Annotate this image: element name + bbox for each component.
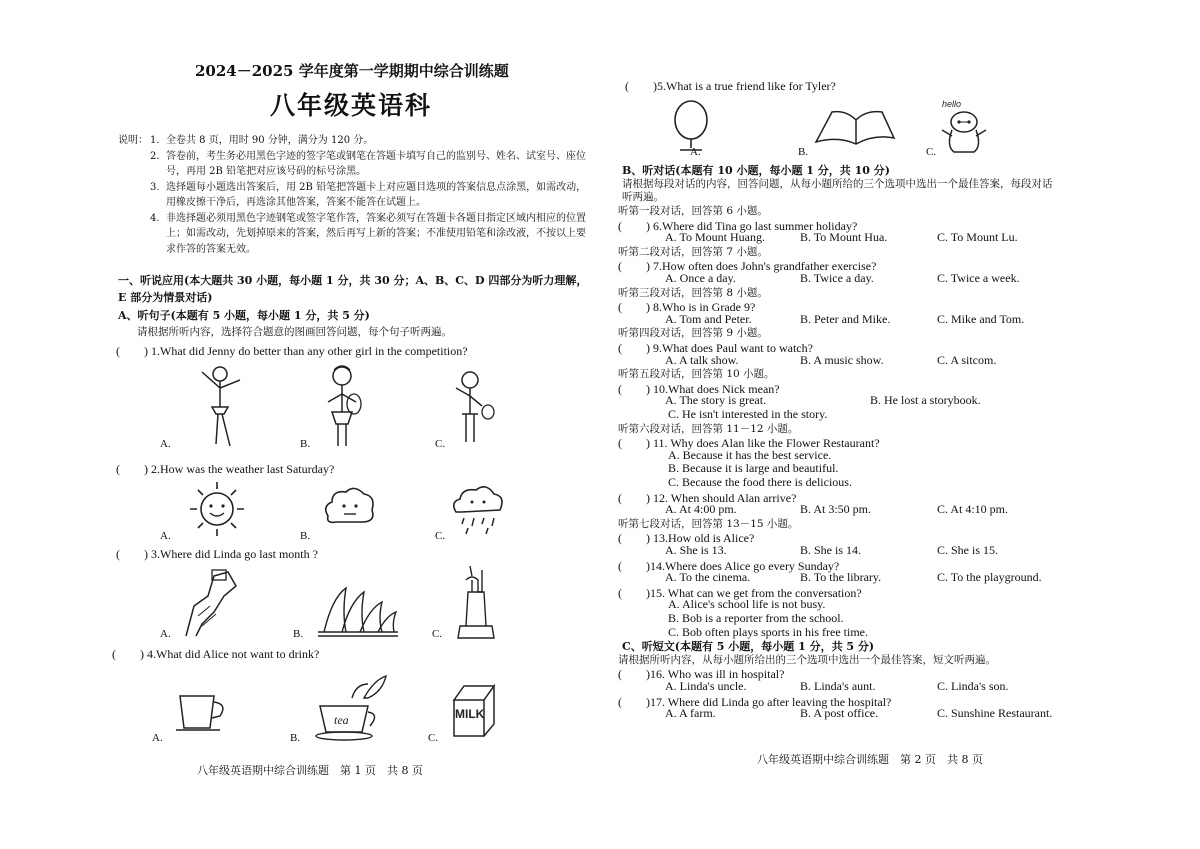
page-footer-2: 八年级英语期中综合训练题 第 2 页 共 8 页 [757,753,983,766]
answer-option-c[interactable]: C. A sitcom. [937,352,997,367]
question-4: ( ) 4.What did Alice not want to drink? [112,647,320,661]
option-label: A. [160,530,171,542]
answer-option-c[interactable]: C. To the playground. [937,570,1042,585]
question: ( )16. Who was ill in hospital? [618,667,785,682]
open-book-picture[interactable] [812,106,898,150]
question-3: ( ) 3.Where did Linda go last month ? [116,547,318,561]
option-label: B. [300,438,311,450]
rain-cloud-icon[interactable] [446,482,508,538]
answer-option-c[interactable]: C. Twice a week. [937,271,1020,285]
option-label: C. [926,146,937,158]
answer-option-b[interactable]: B. A music show. [800,352,884,367]
exam-subject: 八年级英语科 [270,91,433,120]
option-label: A. [160,438,171,450]
dialogue-heading: 听第七段对话，回答第 13－15 小题。 [618,517,799,530]
option-label: C. [432,628,443,640]
windy-cloud-icon[interactable] [318,482,380,534]
question: ( ) 7.How often does John's grandfather exercise? [618,259,877,274]
question: ( ) 10.What does Nick mean? [618,381,780,396]
coffee-cup-picture[interactable] [174,680,234,738]
answer-option-c[interactable]: C. At 4:10 pm. [937,502,1009,517]
question: ( ) 11. Why does Alan like the Flower Restaurant? [618,436,880,451]
answer-option-a[interactable]: A. The story is great. [665,393,767,408]
answer-option-c[interactable]: C. Mike and Tom. [937,311,1025,326]
answer-option-a[interactable]: A. Linda's uncle. [665,679,747,693]
option-label: B. [293,628,304,640]
ballet-dancer-picture[interactable] [190,362,250,450]
answer-option[interactable]: B. Bob is a reporter from the school. [668,611,844,625]
option-label: C. [435,438,446,450]
robot-picture[interactable] [936,96,998,158]
instructions-label: 说明： [118,135,148,146]
tea-label: tea [334,713,349,727]
answer-option-b[interactable]: B. Twice a day. [800,271,874,285]
sun-icon[interactable] [186,478,248,540]
answer-option-a[interactable]: A. A farm. [665,706,716,721]
question: ( ) 6.Where did Tina go last summer holiday? [618,218,858,233]
answer-option-b[interactable]: B. Linda's aunt. [800,679,876,693]
milk-carton-picture[interactable] [444,680,506,740]
dialogue-heading: 听第五段对话，回答第 10 小题。 [618,368,775,381]
answer-option-b[interactable]: B. To Mount Hua. [800,230,888,245]
answer-option-b[interactable]: B. Peter and Mike. [800,311,891,326]
question-1: ( ) 1.What did Jenny do better than any other girl in the competition? [116,344,468,358]
question: ( ) 12. When should Alan arrive? [618,490,797,505]
answer-option-b[interactable]: B. To the library. [800,570,882,585]
answer-option-a[interactable]: A. Once a day. [665,271,736,285]
option-label: A. [690,146,701,158]
option-label: B. [300,530,311,542]
tea-cup-picture[interactable] [312,668,392,742]
answer-option-b[interactable]: B. A post office. [800,706,879,721]
answer-option[interactable]: C. He isn't interested in the story. [668,407,828,421]
answer-option-b[interactable]: B. He lost a storybook. [870,393,981,408]
option-label: B. [290,732,301,744]
dialogue-heading: 听第六段对话，回答第 11－12 小题。 [618,422,799,435]
section-b-instructions-cont: 听两遍。 [622,191,664,203]
exam-title: 2024－2025 学年度第一学期期中综合训练题 [195,62,509,80]
answer-option[interactable]: C. Because the food there is delicious. [668,475,852,489]
question: ( )17. Where did Linda go after leaving the hospital? [618,694,892,709]
section-c-heading: C、听短文(本题有 5 小题，每小题 1 分，共 5 分) [622,640,875,654]
question: ( ) 9.What does Paul want to watch? [618,341,813,355]
section-b-instructions: 请根据每段对话的内容，回答问题，从每小题所给的三个选项中选出一个最佳答案，每段对话 [622,178,1053,190]
question-2: ( ) 2.How was the weather last Saturday? [116,462,335,476]
violin-girl-picture[interactable] [318,362,370,450]
answer-option-c[interactable]: C. Linda's son. [937,679,1009,693]
section-1-heading: 一、听说应用(本大题共 30 小题，每小题 1 分，共 30 分；A、B、C、D 四部分为听力理解，E 部分为情景对话) [118,274,588,304]
dialogue-heading: 听第三段对话，回答第 8 小题。 [618,286,768,299]
answer-option-c[interactable]: C. Sunshine Restaurant. [937,706,1053,721]
badminton-girl-picture[interactable] [448,368,498,448]
option-label: B. [798,146,809,158]
sydney-opera-house-picture[interactable] [312,578,404,640]
page-footer-1: 八年级英语期中综合训练题 第 1 页 共 8 页 [197,764,423,777]
option-label: A. [152,732,163,744]
option-label: C. [435,530,446,542]
question: ( ) 13.How old is Alice? [618,531,755,546]
dialogue-heading: 听第二段对话，回答第 7 小题。 [618,245,768,258]
statue-of-liberty-picture[interactable] [450,562,502,642]
question: ( ) 8.Who is in Grade 9? [618,300,756,315]
dialogue-heading: 听第一段对话，回答第 6 小题。 [618,205,768,217]
robot-hello-label: hello [942,99,962,109]
question: ( )14.Where does Alice go every Sunday? [618,558,840,573]
section-a-instructions: 请根据所听内容，选择符合题意的图画回答问题，每个句子听两遍。 [137,326,452,338]
dialogue-heading: 请根据所听内容，从每小题所给出的三个选项中选出一个最佳答案，短文听两遍。 [618,653,996,666]
answer-option-a[interactable]: A. To Mount Huang. [665,230,765,245]
dialogue-heading: 听第四段对话，回答第 9 小题。 [618,327,768,340]
answer-option[interactable]: C. Bob often plays sports in his free time. [668,624,868,639]
answer-option-b[interactable]: B. She is 14. [800,543,862,557]
answer-option-a[interactable]: A. She is 13. [665,543,727,557]
question-5: ( )5.What is a true friend like for Tyler? [625,79,836,93]
option-label: C. [428,732,439,744]
great-wall-picture[interactable] [180,566,242,640]
answer-option-b[interactable]: B. At 3:50 pm. [800,502,872,517]
section-b-heading: B、听对话(本题有 10 小题，每小题 1 分，共 10 分) [622,164,890,177]
question: ( )15. What can we get from the conversation? [618,585,862,600]
instructions: 说明： 1. 全卷共 8 页，用时 90 分钟，满分为 120 分。 2. 答卷前，考生务必用黑色字迹的签字笔或钢笔在答题卡填写自己的监别号、姓名、试室号、座位号，再用 2B 铅笔把对应该号码的标号涂黑。 3. 选择题每小题选出答案后，用 2B 铅笔把答题卡上对应题目选项的答案信息点涂黑，如需改动，用橡皮擦干净后，再选涂其他答案，答案不能答在试题上。 4. 非选择题必须用黑色字迹钢笔或签字笔作答，答案必须写在答题卡各题目指定区域内相应的位置上；如需改动，先划掉原来的答案，然后再写上新的答案；不准使用铅笔和涂改液，不按以上要求作答的答案无效。 [118,135,587,255]
answer-option[interactable]: A. Because it has the best service. [668,447,832,462]
option-label: A. [160,628,171,640]
answer-option-a[interactable]: A. Tom and Peter. [665,311,752,326]
section-a-heading: A、听句子(本题有 5 小题，每小题 1 分，共 5 分) [118,309,370,322]
answer-option-a[interactable]: A. To the cinema. [665,570,751,585]
answer-option-c[interactable]: C. She is 15. [937,543,999,557]
milk-label: MILK [455,707,485,721]
answer-option-a[interactable]: A. At 4:00 pm. [665,502,737,517]
answer-option[interactable]: A. Alice's school life is not busy. [668,597,826,612]
answer-option-c[interactable]: C. To Mount Lu. [937,230,1018,245]
answer-option[interactable]: B. Because it is large and beautiful. [668,461,839,476]
answer-option-a[interactable]: A. A talk show. [665,352,739,367]
